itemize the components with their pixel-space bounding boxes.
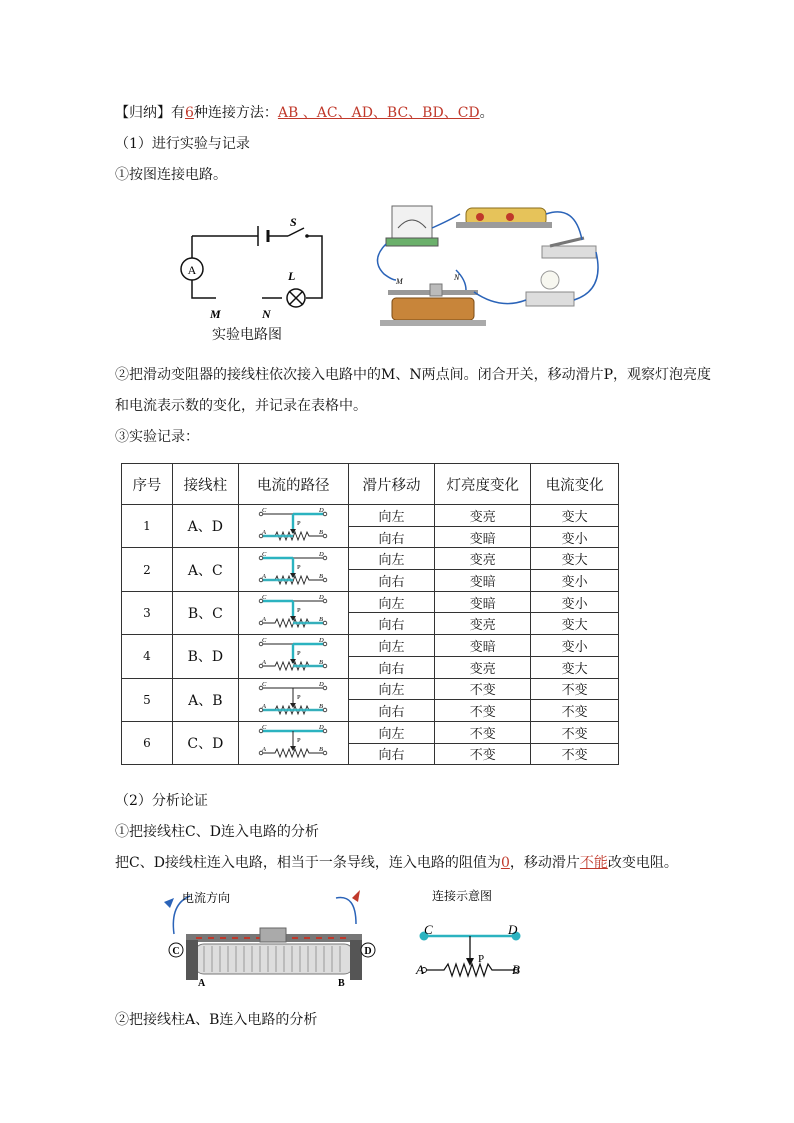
- row-terminals: A、B: [172, 678, 238, 721]
- terminal-label: B: [319, 702, 324, 710]
- summary-end: 。: [479, 105, 494, 121]
- row-number: 3: [122, 591, 173, 634]
- slider-label: P: [297, 737, 301, 745]
- app-m-label: M: [396, 277, 403, 286]
- terminal-label: D: [319, 680, 324, 688]
- terminal-label: C: [262, 550, 267, 558]
- table-row: [122, 678, 619, 700]
- lamp-label: L: [288, 269, 296, 283]
- table-row: [122, 505, 619, 527]
- terminal-dot: [323, 599, 327, 603]
- row-brightness: 不变: [435, 678, 531, 700]
- schem-d-label: D: [508, 922, 518, 937]
- mini-rheostat-icon: [257, 722, 329, 760]
- summary-prefix: 有: [171, 105, 185, 121]
- row-brightness: 不变: [435, 700, 531, 722]
- terminal-dot: [323, 729, 327, 733]
- schem-b-label: B: [512, 962, 520, 977]
- cd-text-a: 把C、D接线柱连入电路，相当于一条导线，连入电路的阻值为: [115, 855, 501, 871]
- method-count: 6: [185, 105, 194, 121]
- row-current: 变大: [531, 548, 619, 570]
- terminal-label: A: [262, 529, 267, 537]
- terminal-label: B: [319, 615, 324, 623]
- m-label: M: [210, 307, 221, 321]
- row-current: 变小: [531, 526, 619, 548]
- header-brightness: 灯亮度变化: [435, 464, 531, 505]
- terminal-label: A: [262, 659, 267, 667]
- row-number: 1: [122, 505, 173, 548]
- row-current: 不变: [531, 678, 619, 700]
- row-terminals: A、D: [172, 505, 238, 548]
- app-n-label: N: [454, 273, 460, 282]
- table-header-row: [122, 464, 619, 505]
- row-brightness: 变亮: [435, 548, 531, 570]
- row-brightness: 变暗: [435, 526, 531, 548]
- row-current-path: [238, 548, 348, 591]
- row-brightness: 变暗: [435, 635, 531, 657]
- terminal-label: B: [319, 659, 324, 667]
- cannot-text: 不能: [579, 855, 608, 871]
- terminal-label: A: [262, 702, 267, 710]
- sub2-text: ②把接线柱A、B连入电路的分析: [115, 1012, 318, 1028]
- step1-text: ①按图连接电路。: [115, 167, 227, 183]
- row-moves: 向左: [348, 505, 435, 527]
- row-moves: 向右: [348, 613, 435, 635]
- step2-line1: ②把滑动变阻器的接线柱依次接入电路中的M、N两点间。闭合开关，移动滑片P，观察灯泡亮度: [115, 367, 712, 383]
- circuit-caption: 实验电路图: [212, 327, 282, 343]
- rheo-c-label: C: [172, 946, 180, 957]
- apparatus-illustration: [370, 200, 610, 330]
- row-moves: 向右: [348, 656, 435, 678]
- row-moves: 向右: [348, 570, 435, 592]
- table-row: [122, 591, 619, 613]
- header-no: 序号: [122, 464, 173, 505]
- row-current-path: [238, 591, 348, 634]
- row-current-path: [238, 721, 348, 764]
- terminal-dot: [323, 621, 327, 625]
- header-terminals: 接线柱: [172, 464, 238, 505]
- step3-text: ③实验记录：: [115, 429, 199, 445]
- terminal-label: D: [319, 637, 324, 645]
- row-terminals: A、C: [172, 548, 238, 591]
- terminal-dot: [323, 665, 327, 669]
- switch-label: S: [290, 215, 297, 229]
- current-direction-label: 电流方向: [182, 891, 231, 905]
- slider-label: P: [297, 650, 301, 658]
- row-brightness: 变亮: [435, 656, 531, 678]
- row-current: 变大: [531, 656, 619, 678]
- row-number: 4: [122, 635, 173, 678]
- row-moves: 向左: [348, 591, 435, 613]
- row-current: 不变: [531, 743, 619, 765]
- terminal-label: D: [319, 724, 324, 732]
- n-label: N: [262, 307, 271, 321]
- row-terminals: B、C: [172, 591, 238, 634]
- row-brightness: 不变: [435, 721, 531, 743]
- method-list: AB 、AC、AD、BC、BD、CD: [277, 105, 480, 121]
- row-brightness: 不变: [435, 743, 531, 765]
- schem-a-label: A: [416, 962, 424, 977]
- rheostat-illustration: [160, 884, 392, 994]
- row-terminals: C、D: [172, 721, 238, 764]
- circuit-diagram: [170, 210, 340, 330]
- row-moves: 向右: [348, 700, 435, 722]
- section2-title: （2）分析论证: [115, 793, 208, 809]
- table-row: [122, 721, 619, 743]
- terminal-label: D: [319, 550, 324, 558]
- row-moves: 向左: [348, 548, 435, 570]
- connection-schematic: [410, 884, 530, 984]
- terminal-dot: [323, 534, 327, 538]
- row-current: 变小: [531, 635, 619, 657]
- header-move: 滑片移动: [348, 464, 435, 505]
- terminal-dot: [323, 556, 327, 560]
- mini-rheostat-icon: [257, 505, 329, 543]
- table-row: [122, 548, 619, 570]
- row-current-path: [238, 678, 348, 721]
- row-current: 变大: [531, 505, 619, 527]
- row-current-path: [238, 635, 348, 678]
- cd-text-b: ，移动滑片: [509, 855, 580, 871]
- rheo-a-label: A: [198, 978, 206, 989]
- row-current: 不变: [531, 721, 619, 743]
- terminal-label: D: [319, 593, 324, 601]
- terminal-dot: [323, 686, 327, 690]
- mini-rheostat-icon: [257, 635, 329, 673]
- slider-label: P: [297, 693, 301, 701]
- row-moves: 向右: [348, 526, 435, 548]
- slider-label: P: [297, 520, 301, 528]
- rheo-d-label: D: [364, 946, 372, 957]
- row-terminals: B、D: [172, 635, 238, 678]
- row-number: 5: [122, 678, 173, 721]
- row-moves: 向左: [348, 678, 435, 700]
- slider-label: P: [297, 606, 301, 614]
- terminal-label: D: [319, 507, 324, 515]
- summary-label: 【归纳】: [115, 105, 171, 121]
- terminal-label: C: [262, 680, 267, 688]
- schematic-title: 连接示意图: [432, 889, 493, 903]
- ammeter-label: A: [187, 263, 197, 277]
- terminal-label: C: [262, 724, 267, 732]
- terminal-label: A: [262, 615, 267, 623]
- table-row: [122, 635, 619, 657]
- terminal-label: A: [262, 746, 267, 754]
- terminal-label: B: [319, 746, 324, 754]
- row-current: 变大: [531, 613, 619, 635]
- sub1-text: ①把接线柱C、D连入电路的分析: [115, 824, 319, 840]
- slider-label: P: [297, 563, 301, 571]
- mini-rheostat-icon: [257, 549, 329, 587]
- row-brightness: 变亮: [435, 505, 531, 527]
- row-current: 不变: [531, 700, 619, 722]
- row-number: 6: [122, 721, 173, 764]
- terminal-dot: [323, 512, 327, 516]
- row-current-path: [238, 505, 348, 548]
- row-brightness: 变暗: [435, 570, 531, 592]
- schem-p-label: P: [478, 953, 485, 965]
- rheo-b-label: B: [338, 978, 345, 989]
- record-table: [121, 463, 619, 765]
- mini-rheostat-icon: [257, 679, 329, 717]
- terminal-label: C: [262, 637, 267, 645]
- terminal-dot: [323, 643, 327, 647]
- terminal-label: B: [319, 529, 324, 537]
- terminal-label: C: [262, 507, 267, 515]
- step2-line2: 和电流表示数的变化，并记录在表格中。: [115, 398, 367, 414]
- resistance-value: 0: [500, 855, 510, 871]
- row-moves: 向右: [348, 743, 435, 765]
- row-current: 变小: [531, 591, 619, 613]
- mini-rheostat-icon: [257, 592, 329, 630]
- row-moves: 向左: [348, 721, 435, 743]
- row-moves: 向左: [348, 635, 435, 657]
- row-brightness: 变暗: [435, 591, 531, 613]
- section1-title: （1）进行实验与记录: [115, 136, 250, 152]
- summary-line: [115, 102, 494, 122]
- summary-middle: 种连接方法：: [193, 105, 278, 121]
- schem-c-label: C: [424, 922, 433, 937]
- cd-analysis: [115, 852, 678, 872]
- row-brightness: 变亮: [435, 613, 531, 635]
- terminal-label: C: [262, 593, 267, 601]
- cd-text-c: 改变电阻。: [607, 855, 678, 871]
- terminal-label: B: [319, 572, 324, 580]
- terminal-dot: [323, 708, 327, 712]
- terminal-dot: [323, 751, 327, 755]
- row-current: 变小: [531, 570, 619, 592]
- header-current: 电流变化: [531, 464, 619, 505]
- row-number: 2: [122, 548, 173, 591]
- terminal-label: A: [262, 572, 267, 580]
- terminal-dot: [323, 578, 327, 582]
- header-path: 电流的路径: [238, 464, 348, 505]
